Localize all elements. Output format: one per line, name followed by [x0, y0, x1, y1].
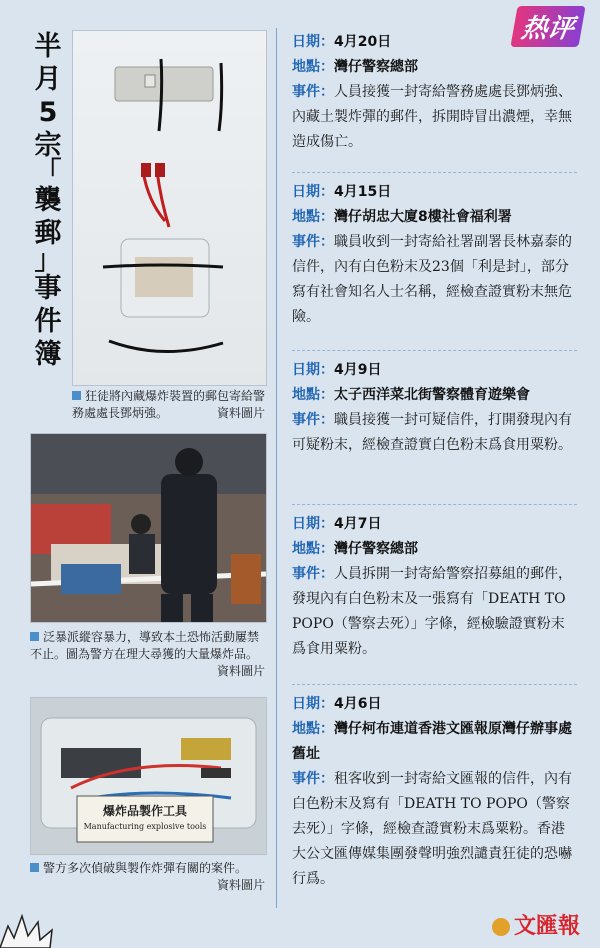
parcel-device-illustration [73, 31, 266, 385]
event-place: 灣仔柯布連道香港文匯報原灣仔辦事處舊址 [292, 721, 572, 762]
title-char: 事 [34, 273, 62, 304]
event-desc: 職員接獲一封可疑信件，打開發現內有可疑粉末，經檢查證實白色粉末爲食用粟粉。 [292, 412, 572, 453]
event-place: 太子西洋菜北街警察體育遊樂會 [334, 387, 530, 403]
event-date: 4月20日 [334, 34, 392, 50]
event-separator [292, 504, 577, 505]
photo-3-caption: 警方多次偵破與製作炸彈有關的案件。 資料圖片 [30, 860, 265, 894]
event-item: 日期：4月6日 地點：灣仔柯布連道香港文匯報原灣仔辦事處舊址 事件：租客收到一封寄給文匯報的信件，內有白色粉末及寫有「DEATH TO POPO（警察去死）」字條，經檢查證實粉末爲粟粉。香港大公文匯傳媒集團發聲明強烈譴責狂徒的恐嚇行爲。 [292, 696, 572, 887]
event-item: 日期：4月7日 地點：灣仔警察總部 事件：人員拆開一封寄給警察招募組的郵件，發現內有白色粉末及一張寫有「DEATH TO POPO（警察去死）」字條，經檢驗證實粉末爲食用粟粉。 [292, 516, 572, 657]
caption-bullet-icon [72, 391, 81, 400]
tools-sign-english: Manufacturing explosive tools [83, 822, 207, 831]
event-date: 4月6日 [334, 696, 382, 712]
title-char: 件 [34, 306, 62, 337]
event-date: 4月15日 [334, 184, 392, 200]
event-separator [292, 172, 577, 173]
title-char: 月 [34, 64, 62, 95]
event-desc: 人員拆開一封寄給警察招募組的郵件，發現內有白色粉末及一張寫有「DEATH TO POPO（警察去死）」字條，經檢驗證實粉末爲食用粟粉。 [292, 566, 572, 657]
title-char: 「 [34, 157, 62, 188]
comic-burst-decoration [0, 908, 70, 948]
explosive-tools-photo [30, 697, 267, 855]
title-char: 襲 [34, 185, 62, 216]
event-separator [292, 684, 577, 685]
caption-bullet-icon [30, 863, 39, 872]
wen-wei-po-logo-icon [492, 918, 510, 936]
police-explosives-photo [30, 433, 267, 623]
title-char: 宗 [34, 130, 62, 161]
title-char: 半 [34, 31, 62, 62]
event-date: 4月9日 [334, 362, 382, 378]
police-scene-illustration [31, 434, 266, 622]
caption-bullet-icon [30, 632, 39, 641]
parcel-bomb-photo [72, 30, 267, 386]
title-char: 」 [34, 245, 62, 276]
event-desc: 人員接獲一封寄給警務處處長鄧炳強、內藏土製炸彈的郵件，拆開時冒出濃煙，幸無造成傷亡。 [292, 84, 572, 150]
re-ping-logo: 热评 [510, 6, 585, 47]
event-desc: 租客收到一封寄給文匯報的信件，內有白色粉末及寫有「DEATH TO POPO（警察去死）」字條，經檢查證實粉末爲粟粉。香港大公文匯傳媒集團發聲明強烈譴責狂徒的恐嚇行爲。 [292, 771, 572, 887]
event-item: 日期：4月9日 地點：太子西洋菜北街警察體育遊樂會 事件：職員接獲一封可疑信件，打開發現內有可疑粉末，經檢查證實白色粉末爲食用粟粉。 [292, 362, 572, 453]
photo-2-caption: 泛暴派縱容暴力，導致本土恐怖活動屢禁不止。圖為警方在理大尋獲的大量爆炸品。 資料圖片 [30, 630, 265, 678]
photo-1-caption: 狂徒將內藏爆炸裝置的郵包寄給警務處處長鄧炳強。 資料圖片 [72, 389, 266, 420]
wen-wei-po-logo: 文匯報 [492, 909, 580, 940]
title-char: 5 [38, 97, 58, 128]
event-item: 日期：4月15日 地點：灣仔胡忠大廈8樓社會福利署 事件：職員收到一封寄給社署副署長林嘉泰的信件，內有白色粉末及23個「利是封」，部分寫有社會知名人士名稱，經檢查證實粉末無危險。 [292, 184, 572, 325]
event-place: 灣仔警察總部 [334, 59, 418, 75]
event-item: 日期：4月20日 地點：灣仔警察總部 事件：人員接獲一封寄給警務處處長鄧炳強、內藏土製炸彈的郵件，拆開時冒出濃煙，幸無造成傷亡。 [292, 34, 572, 150]
event-place: 灣仔胡忠大廈8樓社會福利署 [334, 209, 512, 225]
vertical-title [30, 30, 66, 371]
event-place: 灣仔警察總部 [334, 541, 418, 557]
title-char: 簿 [34, 339, 62, 370]
column-divider [276, 28, 277, 908]
event-date: 4月7日 [334, 516, 382, 532]
title-char: 郵 [34, 218, 62, 249]
event-separator [292, 350, 577, 351]
tools-sign-text: 爆炸品製作工具 [102, 804, 187, 818]
event-desc: 職員收到一封寄給社署副署長林嘉泰的信件，內有白色粉末及23個「利是封」，部分寫有社會知名人士名稱，經檢查證實粉末無危險。 [292, 234, 572, 325]
